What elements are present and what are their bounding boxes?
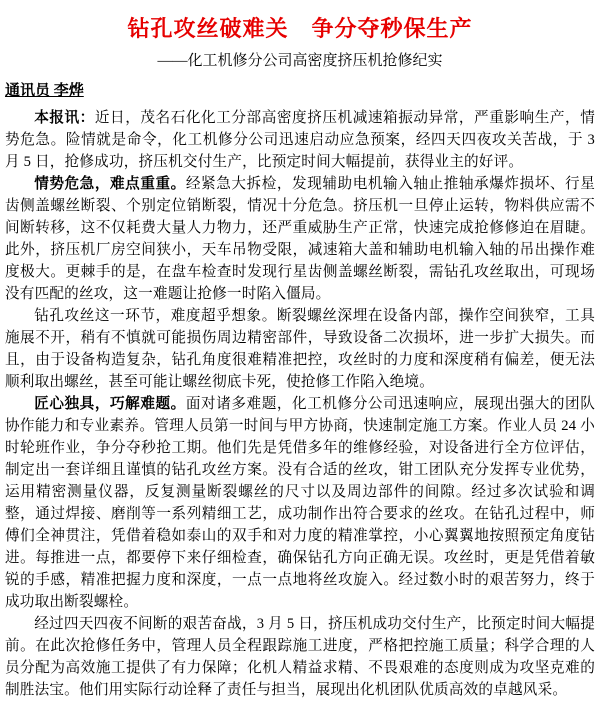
paragraph-lead: 匠心独具，巧解难题。 bbox=[34, 395, 186, 412]
paragraph-text: 近日，茂名石化化工分部高密度挤压机减速箱振动异常，严重影响生产，情势危急。险情就是命令，化工机修分公司迅速启动应急预案，经四天四夜攻关苦战，于 3 月 5 日，抢修成功，挤压机交付生产，比预定时间大幅提前，获得业主的好评。 bbox=[5, 109, 595, 170]
paragraph bbox=[5, 173, 595, 305]
paragraph-lead: 情势危急，难点重重。 bbox=[34, 175, 186, 192]
paragraph bbox=[5, 107, 595, 173]
paragraph bbox=[5, 305, 595, 393]
paragraph-text: 面对诸多难题，化工机修分公司迅速响应，展现出强大的团队协作能力和专业素养。管理人员第一时间与甲方协商，快速制定施工方案。作业人员 24 小时轮班作业，争分夺秒抢工期。他们先是凭借多年的维修经验，对设备进行全方位评估，制定出一套详细且谨慎的钻孔攻丝方案。没有合适的丝攻，钳工团队充分发挥专业优势，运用精密测量仪器，反复测量断裂螺丝的尺寸以及周边部件的间隙。经过多次试验和调整，通过焊接、磨削等一系列精细工艺，成功制作出符合要求的丝攻。在钻孔过程中，师傅们全神贯注，凭借着稳如泰山的双手和对力度的精准掌控，小心翼翼地按照预定角度钻进。每推进一点，都要停下来仔细检查，确保钻孔方向正确无误。攻丝时，更是凭借着敏锐的手感，精准把握力度和深度，一点一点地将丝攻旋入。经过数小时的艰苦努力，终于成功取出断裂螺栓。 bbox=[5, 395, 595, 610]
byline: 通讯员 李烨 bbox=[5, 83, 84, 100]
paragraph-text: 钻孔攻丝这一环节，难度超乎想象。断裂螺丝深埋在设备内部，操作空间狭窄，工具施展不开，稍有不慎就可能损伤周边精密部件，导致设备二次损坏，进一步扩大损失。而且，由于设备构造复杂，钻孔角度很难精准把控，攻丝时的力度和深度稍有偏差，便无法顺利取出螺丝，甚至可能让螺丝彻底卡死，使抢修工作陷入绝境。 bbox=[5, 307, 595, 390]
article-subtitle: ——化工机修分公司高密度挤压机抢修纪实 bbox=[157, 53, 443, 70]
paragraph-lead: 本报讯： bbox=[34, 109, 95, 126]
paragraph-text: 经过四天四夜不间断的艰苦奋战，3 月 5 日，挤压机成功交付生产，比预定时间大幅提前。在此次抢修任务中，管理人员全程跟踪施工进度，严格把控施工质量；科学合理的人员分配为高效施工提供了有力保障；化机人精益求精、不畏艰难的态度则成为攻坚克难的制胜法宝。他们用实际行动诠释了责任与担当，展现出化机团队优质高效的卓越风采。 bbox=[5, 615, 595, 698]
paragraph bbox=[5, 393, 595, 613]
article-title: 钻孔攻丝破难关 争分夺秒保生产 bbox=[127, 16, 473, 41]
paragraph bbox=[5, 613, 595, 701]
paragraph-text: 经紧急大拆检，发现辅助电机输入轴止推轴承爆炸损坏、行星齿侧盖螺丝断裂、个别定位销断裂，情况十分危急。挤压机一旦停止运转，物料供应需不间断转移，这不仅耗费大量人力物力，还严重威胁生产正常，快速完成抢修修迫在眉睫。此外，挤压机厂房空间狭小，天车吊物受限，减速箱大盖和辅助电机输入轴的吊出操作难度极大。更棘手的是，在盘车检查时发现行星齿侧盖螺丝断裂，需钻孔攻丝取出，可现场没有匹配的丝攻，这一难题让抢修一时陷入僵局。 bbox=[5, 175, 595, 302]
